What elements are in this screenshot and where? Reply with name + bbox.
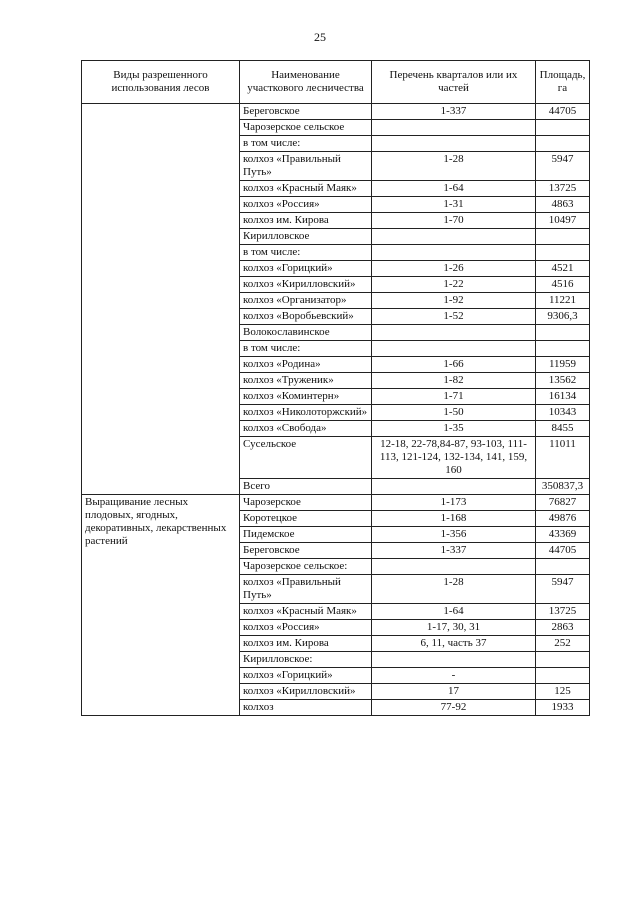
header-usage-type: Виды разрешенного использования лесов bbox=[82, 61, 240, 104]
quarters-cell: 1-82 bbox=[372, 373, 536, 389]
quarters-cell: 1-26 bbox=[372, 261, 536, 277]
area-cell: 252 bbox=[536, 636, 590, 652]
forestry-name-cell: Кирилловское: bbox=[240, 652, 372, 668]
quarters-cell: 12-18, 22-78,84-87, 93-103, 111-113, 121-124, 132-134, 141, 159, 160 bbox=[372, 437, 536, 479]
quarters-cell bbox=[372, 245, 536, 261]
header-forestry-name: Наименование участкового лесничества bbox=[240, 61, 372, 104]
forestry-name-cell: колхоз им. Кирова bbox=[240, 213, 372, 229]
area-cell bbox=[536, 229, 590, 245]
forestry-name-cell: Коротецкое bbox=[240, 511, 372, 527]
forestry-name-cell: Кирилловское bbox=[240, 229, 372, 245]
header-quarters-list: Перечень кварталов или их частей bbox=[372, 61, 536, 104]
forestry-name-cell: колхоз «Свобода» bbox=[240, 421, 372, 437]
quarters-cell bbox=[372, 559, 536, 575]
area-cell: 44705 bbox=[536, 543, 590, 559]
forestry-name-cell: колхоз «Воробьевский» bbox=[240, 309, 372, 325]
forestry-name-cell: в том числе: bbox=[240, 136, 372, 152]
area-cell: 11959 bbox=[536, 357, 590, 373]
area-cell: 5947 bbox=[536, 152, 590, 181]
quarters-cell: 1-168 bbox=[372, 511, 536, 527]
area-cell: 8455 bbox=[536, 421, 590, 437]
quarters-cell: 1-92 bbox=[372, 293, 536, 309]
forestry-name-cell: Береговское bbox=[240, 104, 372, 120]
area-cell: 350837,3 bbox=[536, 479, 590, 495]
area-cell: 11011 bbox=[536, 437, 590, 479]
quarters-cell bbox=[372, 325, 536, 341]
quarters-cell: 1-173 bbox=[372, 495, 536, 511]
quarters-cell: 6, 11, часть 37 bbox=[372, 636, 536, 652]
area-cell: 4863 bbox=[536, 197, 590, 213]
usage-type-cell bbox=[82, 104, 240, 495]
quarters-cell: 17 bbox=[372, 684, 536, 700]
forestry-name-cell: колхоз «Родина» bbox=[240, 357, 372, 373]
forestry-name-cell: колхоз им. Кирова bbox=[240, 636, 372, 652]
forestry-name-cell: Волокославинское bbox=[240, 325, 372, 341]
area-cell: 9306,3 bbox=[536, 309, 590, 325]
area-cell: 13725 bbox=[536, 181, 590, 197]
quarters-cell: 1-71 bbox=[372, 389, 536, 405]
forestry-name-cell: колхоз «Горицкий» bbox=[240, 261, 372, 277]
quarters-cell: 1-337 bbox=[372, 104, 536, 120]
area-cell bbox=[536, 245, 590, 261]
area-cell: 5947 bbox=[536, 575, 590, 604]
area-cell: 4521 bbox=[536, 261, 590, 277]
area-cell bbox=[536, 652, 590, 668]
forestry-name-cell: колхоз «Россия» bbox=[240, 620, 372, 636]
area-cell: 76827 bbox=[536, 495, 590, 511]
quarters-cell: 1-66 bbox=[372, 357, 536, 373]
forestry-name-cell: колхоз bbox=[240, 700, 372, 716]
area-cell: 4516 bbox=[536, 277, 590, 293]
forestry-name-cell: колхоз «Правильный Путь» bbox=[240, 152, 372, 181]
quarters-cell: 1-50 bbox=[372, 405, 536, 421]
forestry-name-cell: Всего bbox=[240, 479, 372, 495]
area-cell bbox=[536, 559, 590, 575]
quarters-cell: 1-70 bbox=[372, 213, 536, 229]
area-cell bbox=[536, 325, 590, 341]
forestry-name-cell: Чарозерское сельское: bbox=[240, 559, 372, 575]
quarters-cell: 1-17, 30, 31 bbox=[372, 620, 536, 636]
quarters-cell bbox=[372, 120, 536, 136]
quarters-cell: 1-64 bbox=[372, 604, 536, 620]
quarters-cell: 1-35 bbox=[372, 421, 536, 437]
page-number: 25 bbox=[314, 30, 326, 44]
quarters-cell: 1-52 bbox=[372, 309, 536, 325]
forestry-name-cell: колхоз «Кирилловский» bbox=[240, 684, 372, 700]
area-cell: 10343 bbox=[536, 405, 590, 421]
area-cell: 2863 bbox=[536, 620, 590, 636]
quarters-cell: 1-31 bbox=[372, 197, 536, 213]
quarters-cell bbox=[372, 479, 536, 495]
table-body bbox=[82, 104, 590, 716]
forestry-name-cell: колхоз «Россия» bbox=[240, 197, 372, 213]
forestry-name-cell: Чарозерское bbox=[240, 495, 372, 511]
quarters-cell: 77-92 bbox=[372, 700, 536, 716]
area-cell: 125 bbox=[536, 684, 590, 700]
forestry-name-cell: в том числе: bbox=[240, 341, 372, 357]
forestry-name-cell: колхоз «Кирилловский» bbox=[240, 277, 372, 293]
forestry-name-cell: Сусельское bbox=[240, 437, 372, 479]
table-row bbox=[82, 495, 590, 511]
quarters-cell bbox=[372, 652, 536, 668]
quarters-cell bbox=[372, 229, 536, 245]
quarters-cell: 1-28 bbox=[372, 575, 536, 604]
quarters-cell: - bbox=[372, 668, 536, 684]
area-cell: 16134 bbox=[536, 389, 590, 405]
area-cell: 1933 bbox=[536, 700, 590, 716]
area-cell bbox=[536, 668, 590, 684]
forest-usage-table bbox=[81, 60, 590, 716]
area-cell: 13725 bbox=[536, 604, 590, 620]
area-cell bbox=[536, 341, 590, 357]
forestry-name-cell: Береговское bbox=[240, 543, 372, 559]
quarters-cell: 1-337 bbox=[372, 543, 536, 559]
forestry-name-cell: колхоз «Коминтерн» bbox=[240, 389, 372, 405]
header-area-ha: Площадь, га bbox=[536, 61, 590, 104]
forestry-name-cell: колхоз «Горицкий» bbox=[240, 668, 372, 684]
area-cell: 13562 bbox=[536, 373, 590, 389]
quarters-cell: 1-28 bbox=[372, 152, 536, 181]
area-cell: 44705 bbox=[536, 104, 590, 120]
area-cell: 10497 bbox=[536, 213, 590, 229]
forestry-name-cell: колхоз «Правильный Путь» bbox=[240, 575, 372, 604]
table-row bbox=[82, 104, 590, 120]
forestry-name-cell: колхоз «Красный Маяк» bbox=[240, 181, 372, 197]
quarters-cell: 1-22 bbox=[372, 277, 536, 293]
forestry-name-cell: колхоз «Труженик» bbox=[240, 373, 372, 389]
area-cell: 43369 bbox=[536, 527, 590, 543]
forestry-name-cell: Пидемское bbox=[240, 527, 372, 543]
forestry-name-cell: в том числе: bbox=[240, 245, 372, 261]
table-header-row bbox=[82, 61, 590, 104]
quarters-cell bbox=[372, 136, 536, 152]
area-cell: 49876 bbox=[536, 511, 590, 527]
usage-type-cell: Выращивание лесных плодовых, ягодных, декоративных, лекарственных растений bbox=[82, 495, 240, 716]
forestry-name-cell: Чарозерское сельское bbox=[240, 120, 372, 136]
forestry-name-cell: колхоз «Организатор» bbox=[240, 293, 372, 309]
area-cell bbox=[536, 136, 590, 152]
area-cell: 11221 bbox=[536, 293, 590, 309]
quarters-cell bbox=[372, 341, 536, 357]
quarters-cell: 1-64 bbox=[372, 181, 536, 197]
quarters-cell: 1-356 bbox=[372, 527, 536, 543]
area-cell bbox=[536, 120, 590, 136]
forestry-name-cell: колхоз «Николоторжский» bbox=[240, 405, 372, 421]
forestry-name-cell: колхоз «Красный Маяк» bbox=[240, 604, 372, 620]
